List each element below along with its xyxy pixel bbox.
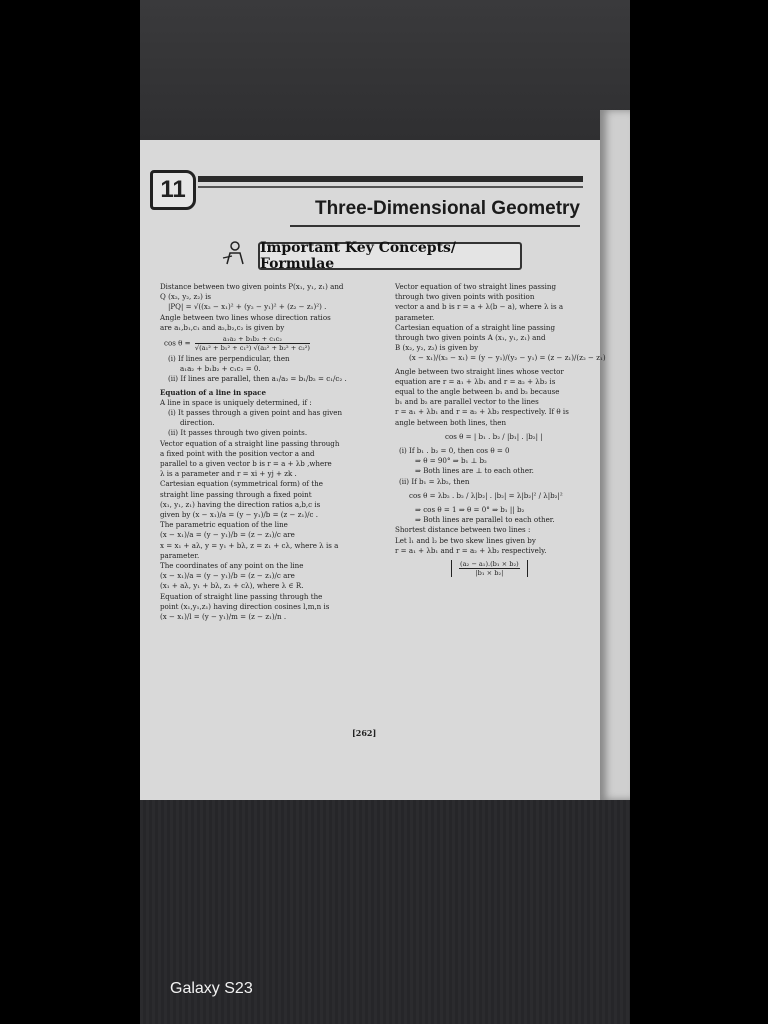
text-line: (x − x₁)/l = (y − y₁)/m = (z − z₁)/n .	[160, 612, 287, 622]
text-line: are a₁,b₁,c₁ and a₂,b₂,c₂ is given by	[160, 322, 285, 332]
numerator: (a₂ − a₁).(b₁ × b₂)	[460, 560, 519, 569]
text-line: x = x₁ + aλ, y = y₁ + bλ, z = z₁ + cλ, where λ is a	[160, 540, 339, 550]
text-line: point (x₁,y₁,z₁) having direction cosines l,m,n is	[160, 601, 330, 611]
text-line: (i) If lines are perpendicular, then	[168, 354, 290, 364]
text-line: Cartesian equation of a straight line passing	[395, 322, 556, 332]
right-column	[395, 282, 606, 578]
denominator: √(a₁² + b₁² + c₁²) √(a₂² + b₂² + c₂²)	[194, 344, 310, 353]
header-band	[198, 176, 583, 182]
text-line: ⇒ θ = 90° ⇒ b₁ ⊥ b₂	[415, 456, 487, 466]
photo-frame	[140, 0, 630, 1024]
text-line: Let l₁ and l₂ be two skew lines given by	[395, 535, 536, 545]
text-line: (i) It passes through a given point and has given	[168, 408, 343, 418]
text-line: (ii) It passes through two given points.	[168, 428, 308, 438]
chapter-number: 11	[150, 170, 196, 210]
text-line: The parametric equation of the line	[160, 520, 288, 530]
camera-watermark: Galaxy S23	[170, 980, 253, 997]
text-line: ⇒ Both lines are ⊥ to each other.	[415, 466, 534, 476]
text-line: A line in space is uniquely determined, if :	[160, 397, 312, 407]
numerator: a₁a₂ + b₁b₂ + c₁c₂	[195, 335, 310, 344]
text-line: through two given points with position	[395, 292, 535, 302]
text-line: The coordinates of any point on the line	[160, 561, 304, 571]
text-line: (x₁ + aλ, y₁ + bλ, z₁ + cλ), where λ ∈ R.	[160, 581, 304, 591]
shortest-distance-formula	[395, 560, 595, 577]
formula-lhs: cos θ =	[164, 338, 191, 348]
text-line: Shortest distance between two lines :	[395, 525, 531, 535]
text-line: r = a₁ + λb₁ and r = a₂ + λb₂ respectively. If θ is	[395, 407, 569, 417]
text-line: Cartesian equation (symmetrical form) of the	[160, 479, 323, 489]
text-line: angle between both lines, then	[395, 417, 507, 427]
text-line: parameter.	[395, 312, 435, 322]
fraction	[459, 560, 520, 577]
text-line: (x₁, y₁, z₁) having the direction ratios a,b,c is	[160, 499, 321, 509]
text-line: given by (x − x₁)/a = (y − y₁)/b = (z − z₁)/c .	[160, 510, 318, 520]
text-line: equation are r = a₁ + λb₁ and r = a₂ + λb₂ is	[395, 376, 556, 386]
text-line: Vector equation of two straight lines passing	[395, 282, 556, 291]
text-line: Q (x₂, y₂, z₂) is	[160, 292, 212, 302]
text-line: r = a₁ + λb₁ and r = a₂ + λb₂ respectively.	[395, 545, 547, 555]
header-band-thin	[198, 186, 583, 188]
text-line: Distance between two given points P(x₁, y₁, z₁) and	[160, 282, 344, 291]
text-line: B (x₂, y₂, z₂) is given by	[395, 343, 479, 353]
text-line: (x − x₁)/a = (y − y₁)/b = (z − z₁)/c are	[160, 530, 295, 540]
formula-line: cos θ = λb₂ . b₂ / λ|b₂| . |b₂| = λ|b₂|² / λ|b₂|²	[409, 490, 563, 500]
text-line: a₁a₂ + b₁b₂ + c₁c₂ = 0.	[180, 364, 261, 374]
section-heading: Important Key Concepts/ Formulae	[258, 242, 522, 270]
background-top	[140, 0, 630, 140]
absolute-value	[451, 560, 528, 577]
chapter-title: Three-Dimensional Geometry	[314, 198, 580, 219]
fraction	[195, 335, 310, 352]
text-line: Angle between two straight lines whose vector	[395, 366, 564, 376]
text-line: (ii) If b₁ = λb₂, then	[399, 476, 470, 486]
person-icon	[220, 238, 250, 268]
text-line: direction.	[180, 418, 215, 428]
text-line: b₁ and b₂ are parallel vector to the lines	[395, 397, 539, 407]
subheading: Equation of a line in space	[160, 387, 267, 397]
text-line: Angle between two lines whose direction ratios	[160, 312, 331, 322]
page-number: [262]	[352, 728, 377, 738]
text-line: ⇒ Both lines are parallel to each other.	[415, 515, 555, 525]
denominator: |b₁ × b₂|	[475, 569, 504, 578]
formula-line: (x − x₁)/(x₂ − x₁) = (y − y₁)/(y₂ − y₁) = (z − z₁)/(z₂ − z₁)	[409, 353, 606, 363]
title-rule	[290, 225, 580, 227]
text-line: a fixed point with the position vector a and	[160, 448, 315, 458]
formula-line: |PQ| = √((x₂ − x₁)² + (y₂ − y₁)² + (z₂ − z₁)²) .	[168, 302, 327, 312]
text-line: parallel to a given vector b is r = a + λb ,where	[160, 459, 332, 469]
text-line: Equation of straight line passing through the	[160, 591, 323, 601]
text-line: (ii) If lines are parallel, then a₁/a₂ = b₁/b₂ = c₁/c₂ .	[168, 374, 347, 384]
text-line: Vector equation of a straight line passing through	[160, 438, 340, 448]
formula-line: cos θ = | b₁ . b₂ / |b₁| . |b₂| |	[445, 431, 543, 441]
text-line: straight line passing through a fixed point	[160, 489, 312, 499]
book-page	[140, 140, 606, 800]
text-line: λ is a parameter and r = xi + yj + zk .	[160, 469, 297, 479]
text-line: equal to the angle between b₁ and b₂ because	[395, 387, 560, 397]
text-line: vector a and b is r = a + λ(b − a), where λ is a	[395, 302, 564, 312]
text-line: (i) If b₁ . b₂ = 0, then cos θ = 0	[399, 446, 510, 456]
text-line: through two given points A (x₁, y₁, z₁) and	[395, 333, 546, 343]
text-line: parameter.	[160, 550, 200, 560]
text-line: ⇒ cos θ = 1 ⇒ θ = 0° ⇒ b₁ || b₂	[415, 505, 525, 515]
facing-page-edge	[600, 110, 630, 800]
left-column	[160, 282, 378, 622]
text-line: (x − x₁)/a = (y − y₁)/b = (z − z₁)/c are	[160, 571, 295, 581]
cosine-formula	[160, 335, 378, 352]
